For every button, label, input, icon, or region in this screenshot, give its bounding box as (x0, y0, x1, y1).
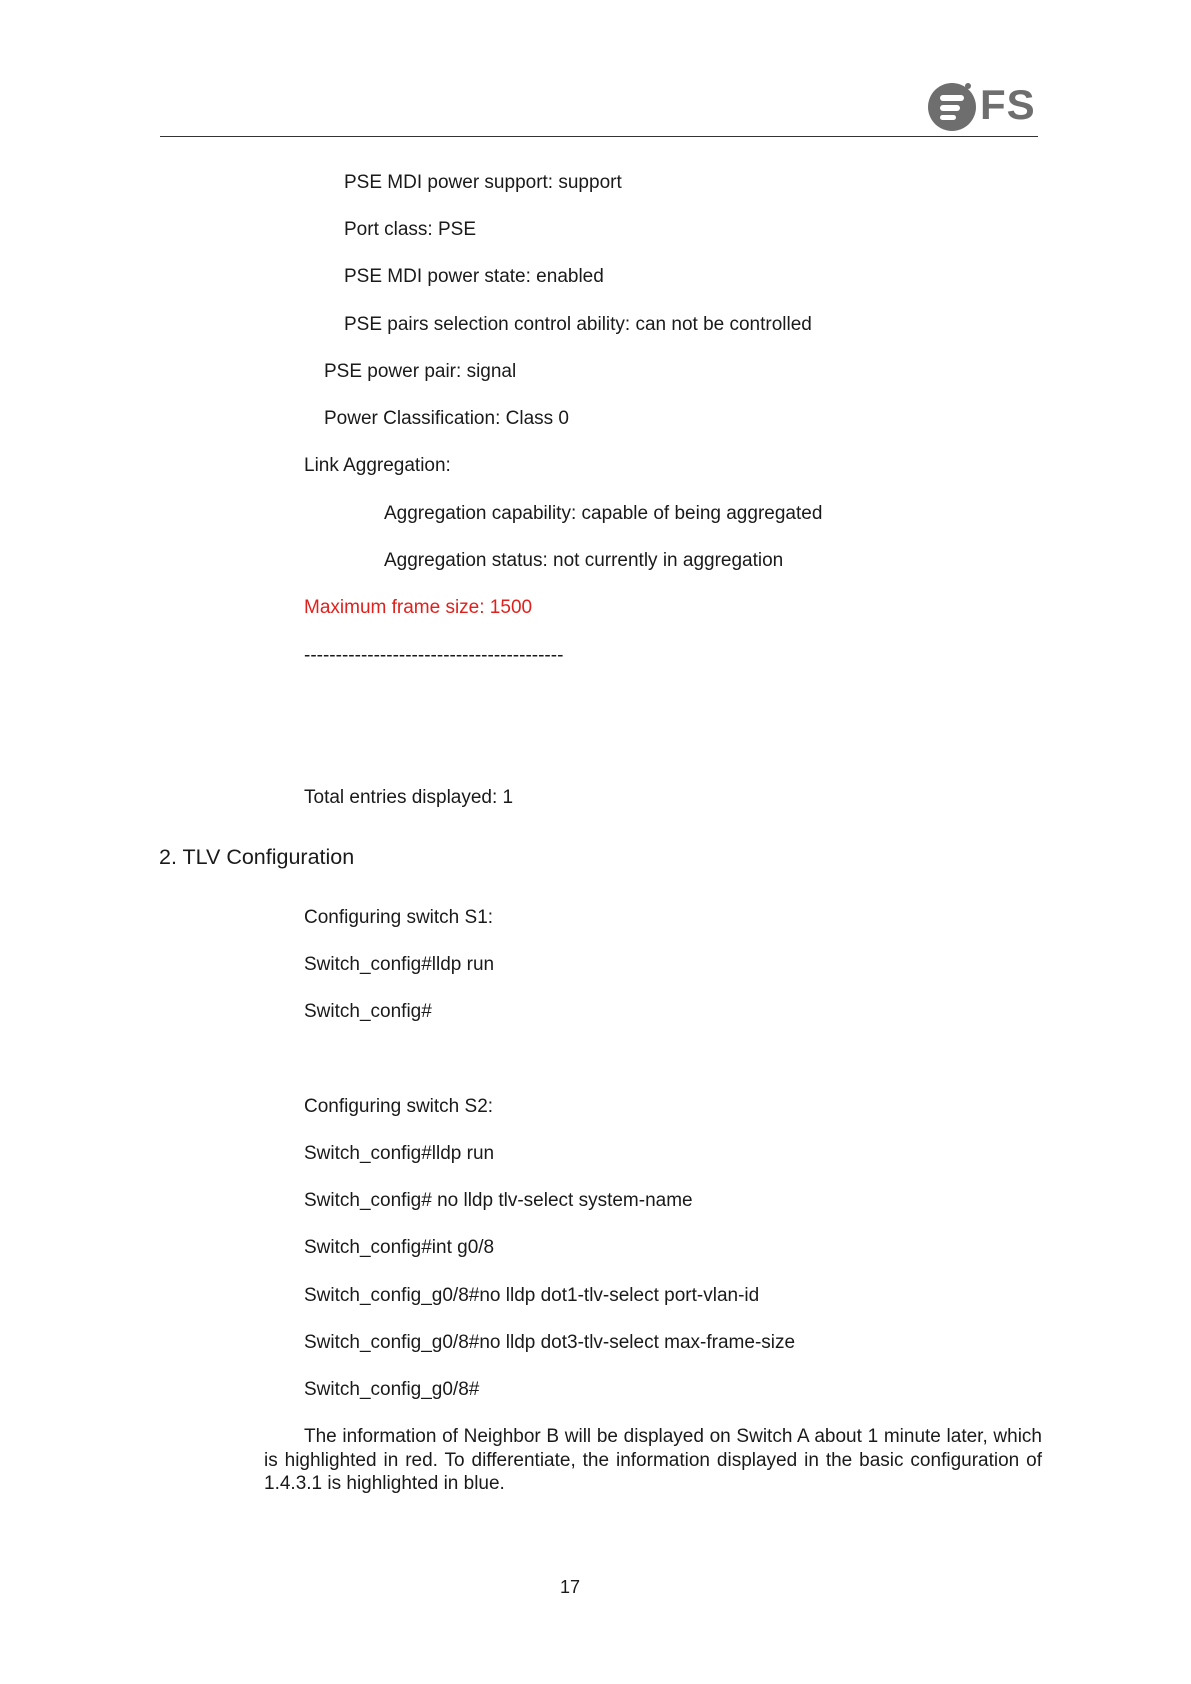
total-entries-line: Total entries displayed: 1 (304, 787, 514, 808)
s1-config-line: Configuring switch S1: (304, 907, 494, 928)
s2-config-line: Configuring switch S2: (304, 1096, 494, 1117)
link-aggregation-line: Link Aggregation: (304, 455, 451, 476)
explanation-paragraph: The information of Neighbor B will be displayed on Switch A about 1 minute later, which is highlighted in red. To differentiate, the information displayed in the basic configuration of 1.4.3.1 is highlighted in blue. (264, 1426, 1042, 1494)
s2-config-line: Switch_config#lldp run (304, 1143, 495, 1164)
s2-config-line: Switch_config#int g0/8 (304, 1237, 495, 1258)
logo-text: FS (980, 81, 1036, 128)
s2-config-line: Switch_config# no lldp tlv-select system-name (304, 1190, 693, 1211)
s1-config-line: Switch_config# (304, 1001, 432, 1022)
separator-line: ----------------------------------------- (304, 645, 564, 666)
pse-pairs-line: PSE pairs selection control ability: can not be controlled (344, 314, 812, 335)
pse-mdi-state-line: PSE MDI power state: enabled (344, 266, 604, 287)
header-divider (160, 136, 1038, 137)
section-heading: 2. TLV Configuration (159, 845, 355, 869)
s2-config-line: Switch_config_g0/8#no lldp dot1-tlv-select port-vlan-id (304, 1285, 760, 1306)
max-frame-size-line: Maximum frame size: 1500 (304, 597, 533, 618)
aggregation-status-line: Aggregation status: not currently in aggregation (384, 550, 784, 571)
port-class-line: Port class: PSE (344, 219, 476, 240)
aggregation-capability-line: Aggregation capability: capable of being aggregated (384, 503, 823, 524)
power-classification-line: Power Classification: Class 0 (324, 408, 569, 429)
pse-power-pair-line: PSE power pair: signal (324, 361, 517, 382)
fs-logo (926, 76, 1036, 134)
page-number: 17 (559, 1577, 581, 1597)
pse-mdi-support-line: PSE MDI power support: support (344, 172, 622, 193)
s2-config-line: Switch_config_g0/8#no lldp dot3-tlv-select max-frame-size (304, 1332, 796, 1353)
s1-config-line: Switch_config#lldp run (304, 954, 495, 975)
s2-config-line: Switch_config_g0/8# (304, 1379, 480, 1400)
fs-logo-icon (926, 76, 978, 134)
